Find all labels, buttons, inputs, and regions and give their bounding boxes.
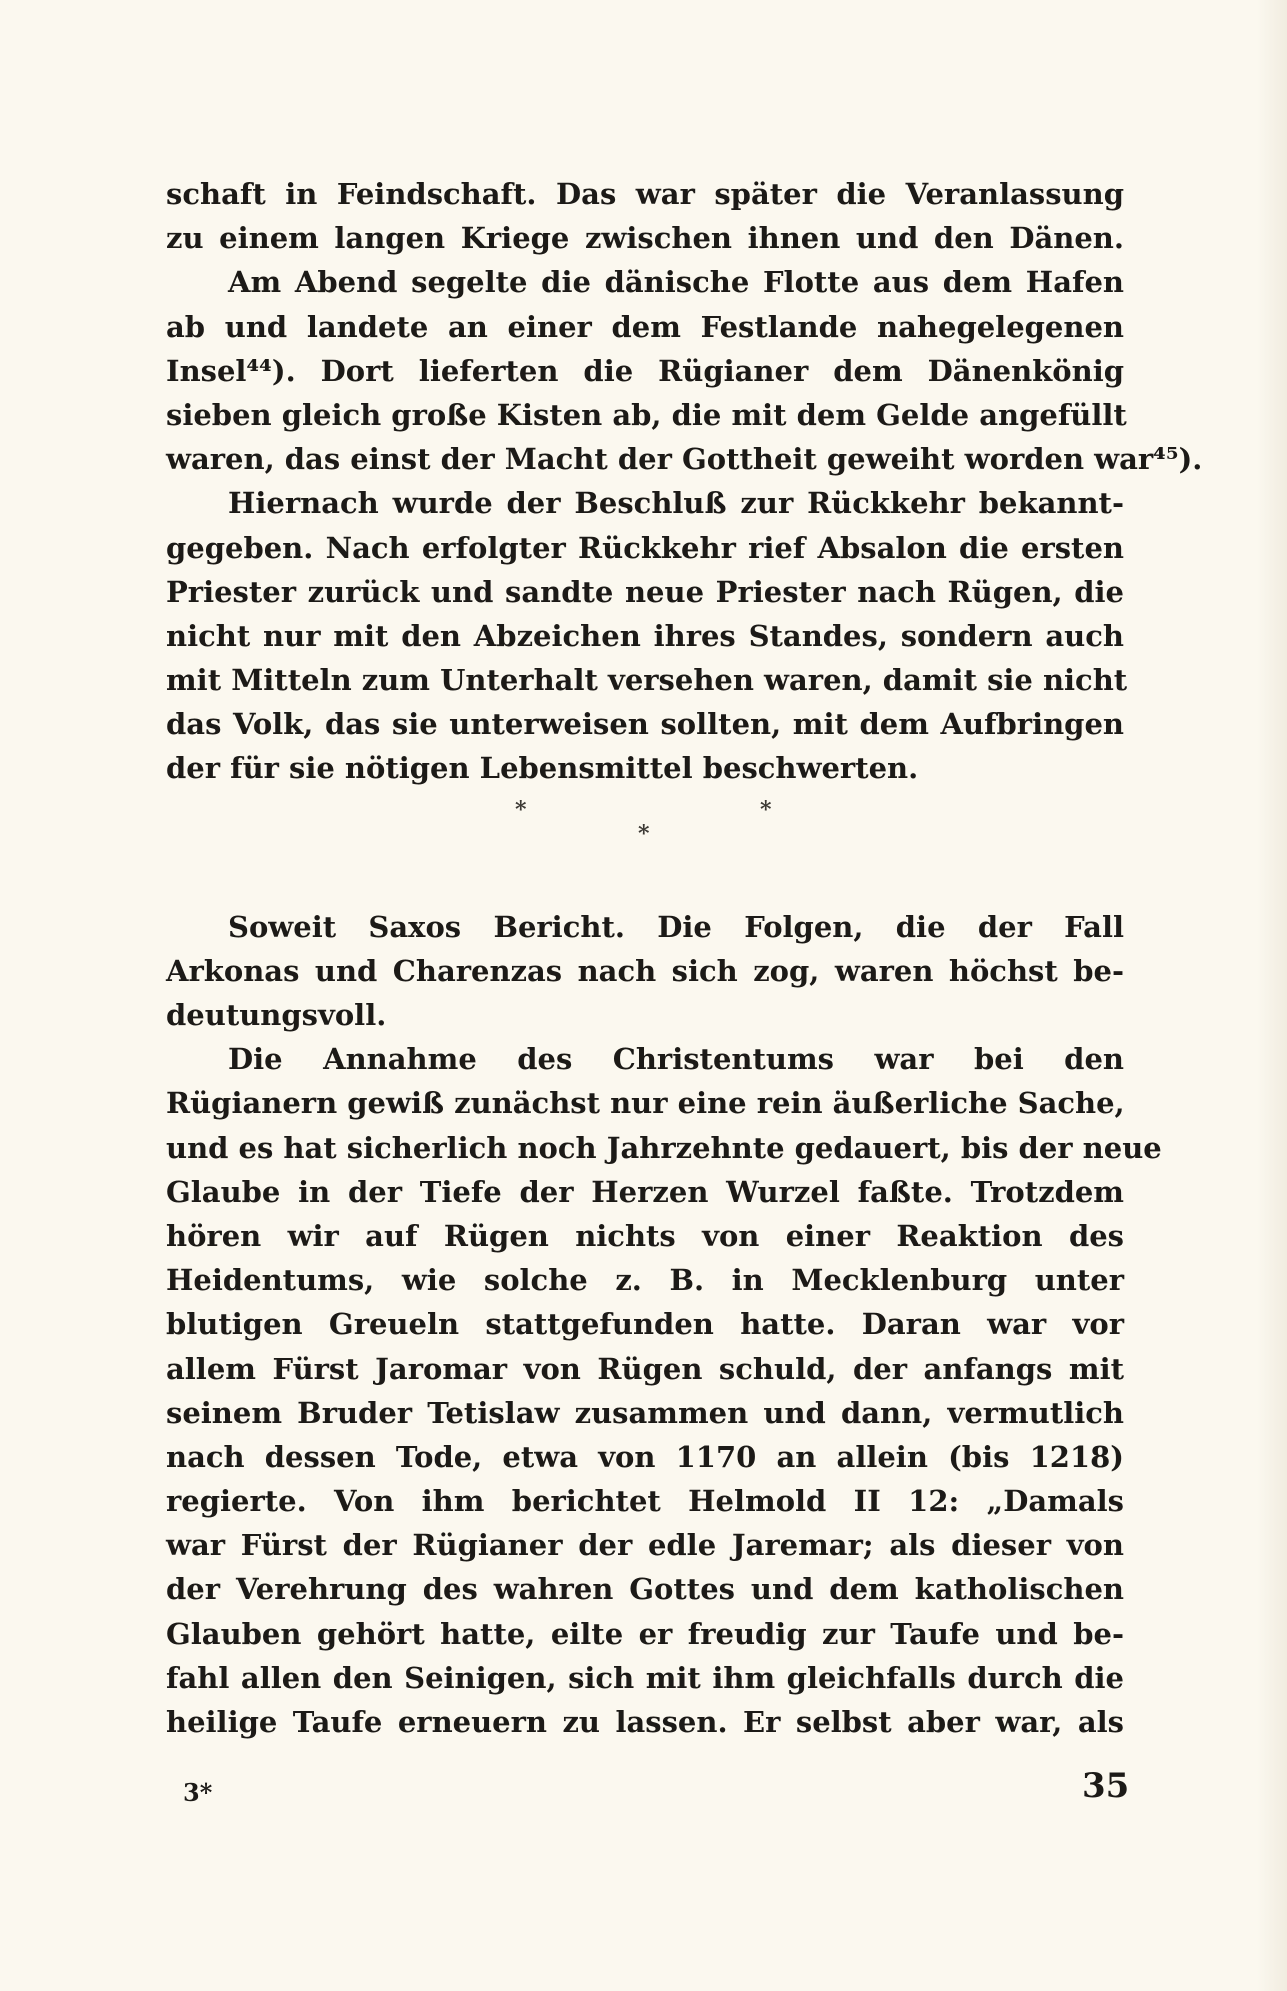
text-line: Hiernach wurde der Beschluß zur Rückkehr bekannt- [228, 486, 1124, 521]
text-line: regierte. Von ihm berichtet Helmold II 12: „Damals [166, 1484, 1124, 1519]
text-line: Insel⁴⁴). Dort lieferten die Rügianer dem Dänenkönig [166, 353, 1124, 388]
text-line: allem Fürst Jaromar von Rügen schuld, der anfangs mit [166, 1351, 1124, 1386]
text-line: seinem Bruder Tetislaw zusammen und dann, vermutlich [166, 1395, 1124, 1430]
text-line: gegeben. Nach erfolgter Rückkehr rief Absalon die ersten [166, 530, 1124, 565]
text-line: das Volk, das sie unterweisen sollten, mit dem Aufbringen [166, 707, 1124, 742]
text-line: war Fürst der Rügianer der edle Jaremar; als dieser von [166, 1528, 1124, 1563]
text-line: Glauben gehört hatte, eilte er freudig zur Taufe und be- [166, 1616, 1124, 1651]
text-line: schaft in Feindschaft. Das war später die Veranlassung [166, 177, 1124, 211]
text-line: Rügianern gewiß zunächst nur eine rein äußerliche Sache, [166, 1086, 1125, 1121]
page-edge-shadow [1257, 0, 1287, 1991]
text-line: nicht nur mit den Abzeichen ihres Standes, sondern auch [166, 618, 1124, 653]
text-line: hören wir auf Rügen nichts von einer Reaktion des [166, 1218, 1124, 1253]
text-line: Die Annahme des Christentums war bei den [228, 1042, 1124, 1077]
text-line: fahl allen den Seinigen, sich mit ihm gleichfalls durch die [166, 1660, 1124, 1695]
text-line: Am Abend segelte die dänische Flotte aus dem Hafen [228, 265, 1124, 300]
text-line: Heidentums, wie solche z. B. in Mecklenburg unter [166, 1263, 1124, 1298]
section-separator [166, 791, 1124, 905]
text-line: Soweit Saxos Bericht. Die Folgen, die der Fall [228, 909, 1124, 944]
text-line: zu einem langen Kriege zwischen ihnen und den Dänen. [166, 221, 1124, 256]
text-line: deutungsvoll. [166, 998, 387, 1032]
asterisk: * [760, 796, 772, 823]
text-line: Glaube in der Tiefe der Herzen Wurzel faßte. Trotzdem [166, 1174, 1124, 1209]
text-line: der Verehrung des wahren Gottes und dem katholischen [166, 1572, 1124, 1607]
asterisk: * [638, 820, 650, 847]
text-line: heilige Taufe erneuern zu lassen. Er selbst aber war, als [166, 1705, 1124, 1739]
page-number: 35 [1082, 1766, 1130, 1806]
asterisk: * [515, 796, 527, 823]
text-line: der für sie nötigen Lebensmittel beschwerten. [166, 751, 919, 786]
text-line: ab und landete an einer dem Festlande nahegelegenen [166, 309, 1124, 344]
text-line: waren, das einst der Macht der Gottheit geweiht worden war⁴⁵). [166, 442, 1203, 477]
text-line: und es hat sicherlich noch Jahrzehnte gedauert, bis der neue [166, 1130, 1162, 1165]
text-line: Priester zurück und sandte neue Priester nach Rügen, die [166, 574, 1124, 609]
text-line: Arkonas und Charenzas nach sich zog, waren höchst be- [166, 953, 1124, 988]
text-line: sieben gleich große Kisten ab, die mit dem Gelde angefüllt [166, 397, 1127, 432]
signature-mark: 3* [183, 1778, 213, 1807]
text-line: mit Mitteln zum Unterhalt versehen waren, damit sie nicht [166, 663, 1128, 698]
body-text [166, 172, 1203, 1744]
text-line: nach dessen Tode, etwa von 1170 an allein (bis 1218) [166, 1439, 1124, 1474]
text-line: blutigen Greueln stattgefunden hatte. Daran war vor [166, 1307, 1124, 1342]
